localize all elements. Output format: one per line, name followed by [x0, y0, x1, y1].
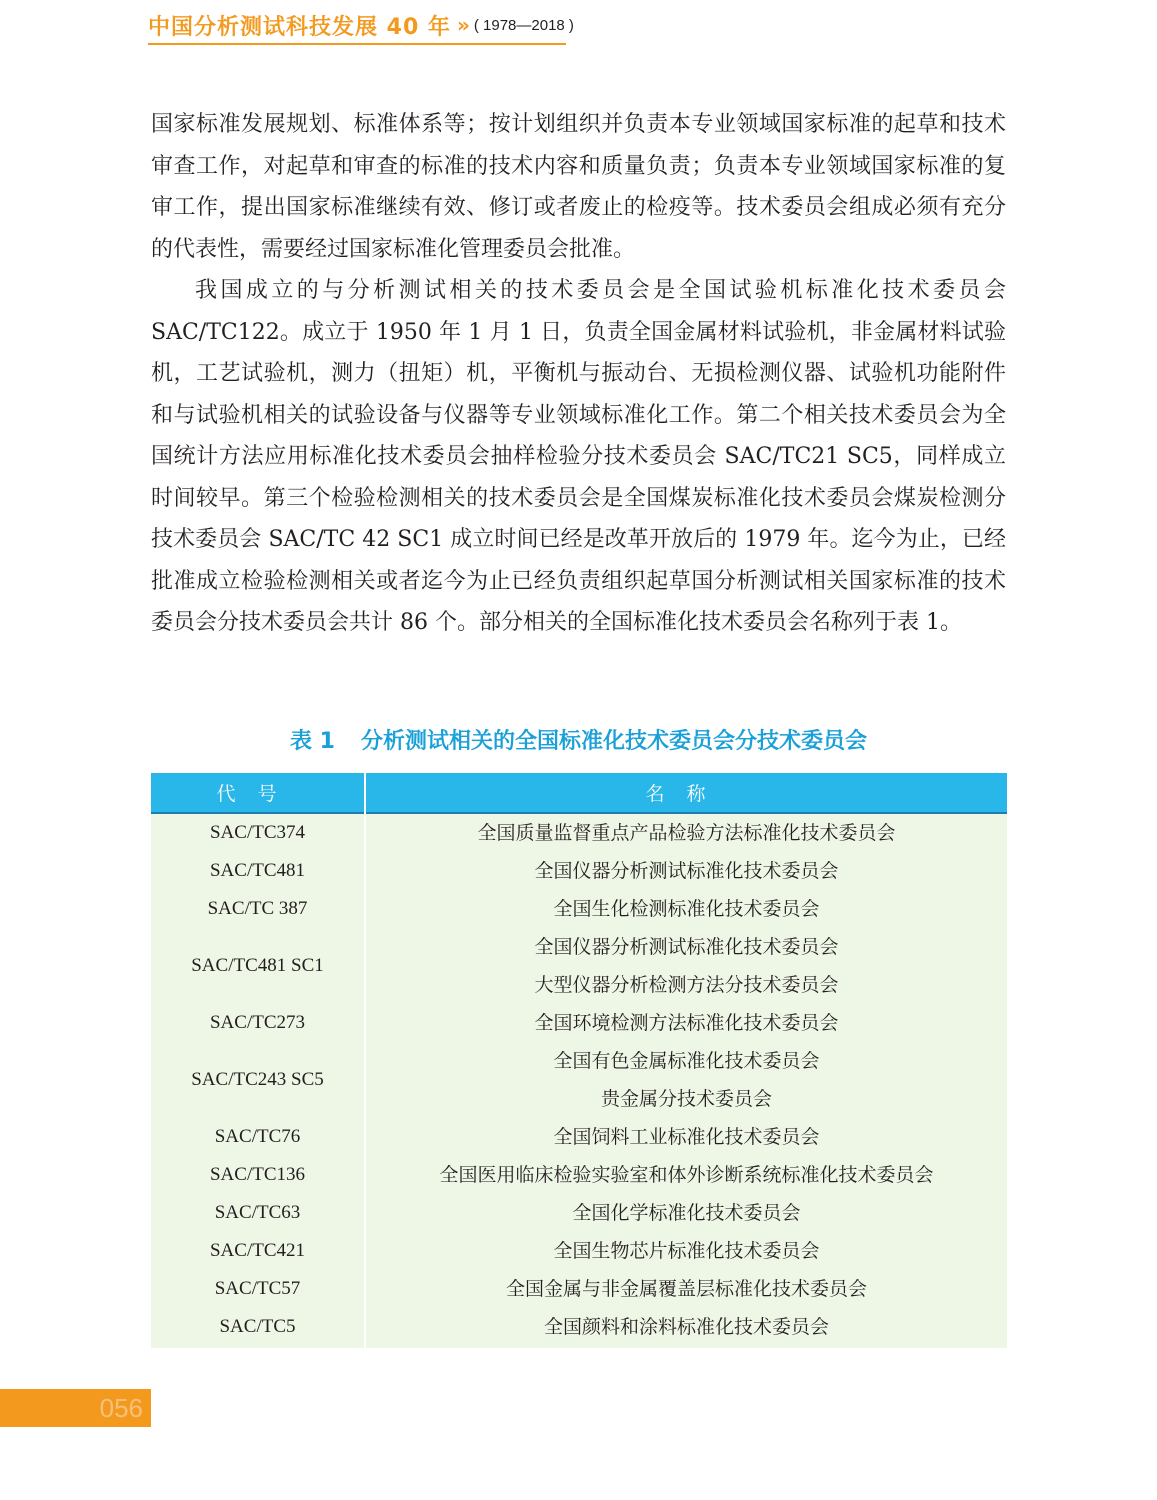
- committee-name: 大型仪器分析检测方法分技术委员会: [534, 974, 839, 996]
- committee-name: 全国生物芯片标准化技术委员会: [553, 1240, 820, 1262]
- table-row: [151, 1232, 1007, 1270]
- table-row: [151, 813, 1007, 852]
- committee-name: 全国颜料和涂料标准化技术委员会: [543, 1316, 829, 1338]
- committee-name: 全国有色金属标准化技术委员会: [553, 1050, 820, 1072]
- committee-name-cell: [365, 1270, 1007, 1308]
- table-row: [151, 1270, 1007, 1308]
- committee-name-cell: [365, 928, 1007, 1004]
- paragraph: 我国成立的与分析测试相关的技术委员会是全国试验机标准化技术委员会 SAC/TC122。成立于 1950 年 1 月 1 日，负责全国金属材料试验机，非金属材料试验机，工艺试验机，测力（扭矩）机，平衡机与振动台、无损检测仪器、试验机功能附件和与试验机相关的试验设备与仪器等专业领域标准化工作。第二个相关技术委员会为全国统计方法应用标准化技术委员会抽样检验分技术委员会 SAC/TC21 SC5，同样成立时间较早。第三个检验检测相关的技术委员会是全国煤炭标准化技术委员会煤炭检测分技术委员会 SAC/TC 42 SC1 成立时间已经是改革开放后的 1979 年。迄今为止，已经批准成立检验检测相关或者迄今为止已经负责组织起草国分析测试相关国家标准的技术委员会分技术委员会共计 86 个。部分相关的全国标准化技术委员会名称列于表 1。: [151, 278, 1006, 635]
- committee-code: SAC/TC57: [151, 1270, 365, 1308]
- committee-code: SAC/TC481: [151, 852, 365, 890]
- committee-code: SAC/TC63: [151, 1194, 365, 1232]
- committee-code: SAC/TC 387: [151, 890, 365, 928]
- committee-name: 全国质量监督重点产品检验方法标准化技术委员会: [477, 822, 896, 844]
- column-header-name: 名称: [365, 773, 1007, 813]
- table-row: [151, 1308, 1007, 1348]
- committee-name: 全国生化检测标准化技术委员会: [553, 898, 820, 920]
- page-number-tab: [0, 1389, 151, 1427]
- table-caption-title: 分析测试相关的全国标准化技术委员会分技术委员会: [360, 729, 867, 754]
- committee-name: 全国金属与非金属覆盖层标准化技术委员会: [505, 1278, 867, 1300]
- table-row: [151, 1194, 1007, 1232]
- table-row: [151, 1118, 1007, 1156]
- table-caption: [151, 724, 1006, 755]
- committee-name-cell: [365, 1118, 1007, 1156]
- committee-name-cell: [365, 1156, 1007, 1194]
- double-chevron-right-icon: »: [456, 13, 470, 37]
- committee-code: SAC/TC76: [151, 1118, 365, 1156]
- table-row: [151, 1004, 1007, 1042]
- committee-code: SAC/TC421: [151, 1232, 365, 1270]
- header-divider: [148, 43, 566, 45]
- committee-name-cell: [365, 1308, 1007, 1348]
- committee-name-cell: [365, 852, 1007, 890]
- table-row: [151, 890, 1007, 928]
- table-header-row: [151, 773, 1007, 813]
- table-caption-number: 表 1: [290, 729, 335, 754]
- table-row: [151, 928, 1007, 1004]
- committee-name-cell: [365, 1232, 1007, 1270]
- table-body: [151, 813, 1007, 1348]
- committee-table: [151, 773, 1007, 1348]
- committee-name: 贵金属分技术委员会: [600, 1088, 772, 1110]
- committee-name-cell: [365, 890, 1007, 928]
- committee-name: 全国饲料工业标准化技术委员会: [553, 1126, 820, 1148]
- column-header-code: 代号: [151, 773, 365, 813]
- book-title: 中国分析测试科技发展 40 年: [148, 14, 451, 40]
- page-number: 056: [99, 1393, 143, 1423]
- committee-code: SAC/TC5: [151, 1308, 365, 1348]
- book-years: ( 1978—2018 ): [473, 16, 574, 34]
- committee-code: SAC/TC136: [151, 1156, 365, 1194]
- committee-code: SAC/TC243 SC5: [151, 1042, 365, 1118]
- body-text: [151, 104, 1006, 644]
- table-row: [151, 1042, 1007, 1118]
- committee-name: 全国化学标准化技术委员会: [572, 1202, 801, 1224]
- running-header: [148, 8, 574, 42]
- committee-name: 全国仪器分析测试标准化技术委员会: [534, 936, 839, 958]
- committee-name-cell: [365, 1042, 1007, 1118]
- committee-name: 全国仪器分析测试标准化技术委员会: [534, 860, 839, 882]
- committee-code: SAC/TC374: [151, 813, 365, 852]
- committee-code: SAC/TC273: [151, 1004, 365, 1042]
- committee-name-cell: [365, 813, 1007, 852]
- table-row: [151, 1156, 1007, 1194]
- committee-name: 全国医用临床检验实验室和体外诊断系统标准化技术委员会: [439, 1164, 934, 1186]
- committee-name-cell: [365, 1194, 1007, 1232]
- committee-name: 全国环境检测方法标准化技术委员会: [534, 1012, 839, 1034]
- committee-code: SAC/TC481 SC1: [151, 928, 365, 1004]
- committee-name-cell: [365, 1004, 1007, 1042]
- table-row: [151, 852, 1007, 890]
- paragraph: 国家标准发展规划、标准体系等；按计划组织并负责本专业领域国家标准的起草和技术审查工作，对起草和审查的标准的技术内容和质量负责；负责本专业领域国家标准的复审工作，提出国家标准继续有效、修订或者废止的检疫等。技术委员会组成必须有充分的代表性，需要经过国家标准化管理委员会批准。: [151, 112, 1006, 262]
